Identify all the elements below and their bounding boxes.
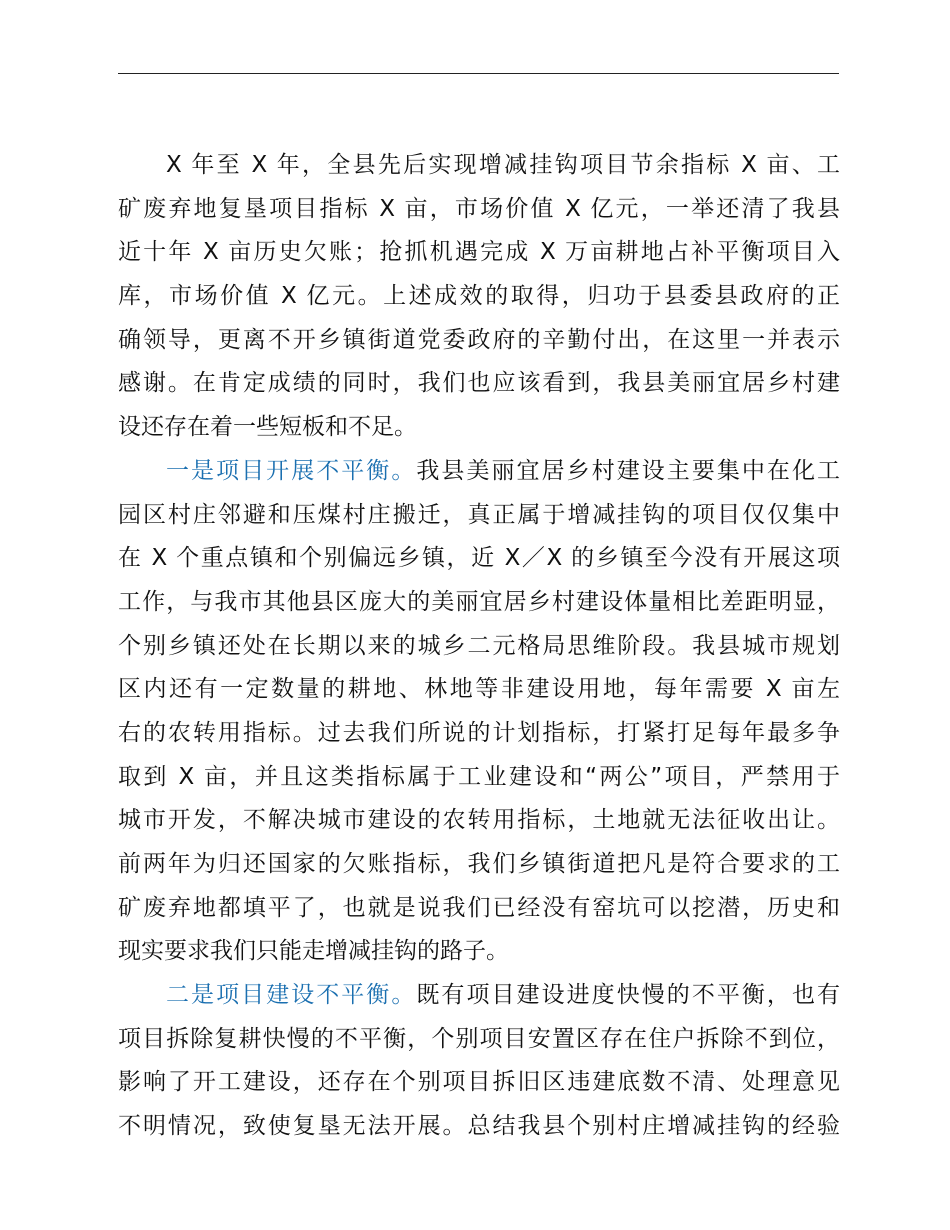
paragraph-line: 右的农转用指标。过去我们所说的计划指标，打紧打足每年最多争	[118, 719, 840, 746]
paragraph-line: 影响了开工建设，还存在个别项目拆旧区违建底数不清、处理意见	[118, 1069, 840, 1096]
paragraph-1	[118, 144, 840, 450]
paragraph-line: 现实要求我们只能走增减挂钩的路子。	[118, 938, 509, 965]
paragraph-line: X 年至 X 年，全县先后实现增减挂钩项目节余指标 X 亩、工	[166, 152, 840, 178]
section-heading-1: 一是项目开展不平衡。	[166, 457, 417, 484]
paragraph-line: 近十年 X 亩历史欠账；抢抓机遇完成 X 万亩耕地占补平衡项目入	[118, 239, 840, 266]
paragraph-line: 不明情况，致使复垦无法开展。总结我县个别村庄增减挂钩的经验	[118, 1113, 840, 1140]
paragraph-first-line	[118, 450, 840, 494]
header-rule	[118, 73, 839, 74]
document-body	[118, 144, 840, 1149]
paragraph-line: 矿废弃地都填平了，也就是说我们已经没有窑坑可以挖潜，历史和	[118, 894, 840, 921]
paragraph-3	[118, 974, 840, 1149]
paragraph-line: 取到 X 亩，并且这类指标属于工业建设和“两公”项目，严禁用于	[118, 763, 840, 790]
paragraph-line: 矿废弃地复垦项目指标 X 亩，市场价值 X 亿元，一举还清了我县	[118, 195, 840, 222]
section-heading-2: 二是项目建设不平衡。	[166, 982, 417, 1009]
paragraph-line: 区内还有一定数量的耕地、林地等非建设用地，每年需要 X 亩左	[118, 676, 840, 703]
paragraph-line: 工作，与我市其他县区庞大的美丽宜居乡村建设体量相比差距明显，	[118, 588, 840, 615]
paragraph-line-rest: 我县美丽宜居乡村建设主要集中在化工	[416, 457, 841, 484]
paragraph-line-rest: 既有项目建设进度快慢的不平衡，也有	[416, 982, 841, 1009]
paragraph-line: 感谢。在肯定成绩的同时，我们也应该看到，我县美丽宜居乡村建	[118, 370, 840, 397]
paragraph-line: 项目拆除复耕快慢的不平衡，个别项目安置区存在住户拆除不到位，	[118, 1025, 840, 1052]
paragraph-line: 在 X 个重点镇和个别偏远乡镇，近 X／X 的乡镇至今没有开展这项	[118, 545, 840, 572]
paragraph-2	[118, 450, 840, 974]
paragraph-first-line	[118, 974, 840, 1018]
paragraph-line: 园区村庄邻避和压煤村庄搬迁，真正属于增减挂钩的项目仅仅集中	[118, 501, 840, 528]
paragraph-line: 库，市场价值 X 亿元。上述成效的取得，归功于县委县政府的正	[118, 283, 840, 310]
paragraph-line: 城市开发，不解决城市建设的农转用指标，土地就无法征收出让。	[118, 807, 840, 834]
paragraph-line: 个别乡镇还处在长期以来的城乡二元格局思维阶段。我县城市规划	[118, 632, 840, 659]
paragraph-line: 设还存在着一些短板和不足。	[118, 414, 417, 441]
paragraph-line: 前两年为归还国家的欠账指标，我们乡镇街道把凡是符合要求的工	[118, 851, 840, 877]
paragraph-line: 确领导，更离不开乡镇街道党委政府的辛勤付出，在这里一并表示	[118, 326, 840, 353]
